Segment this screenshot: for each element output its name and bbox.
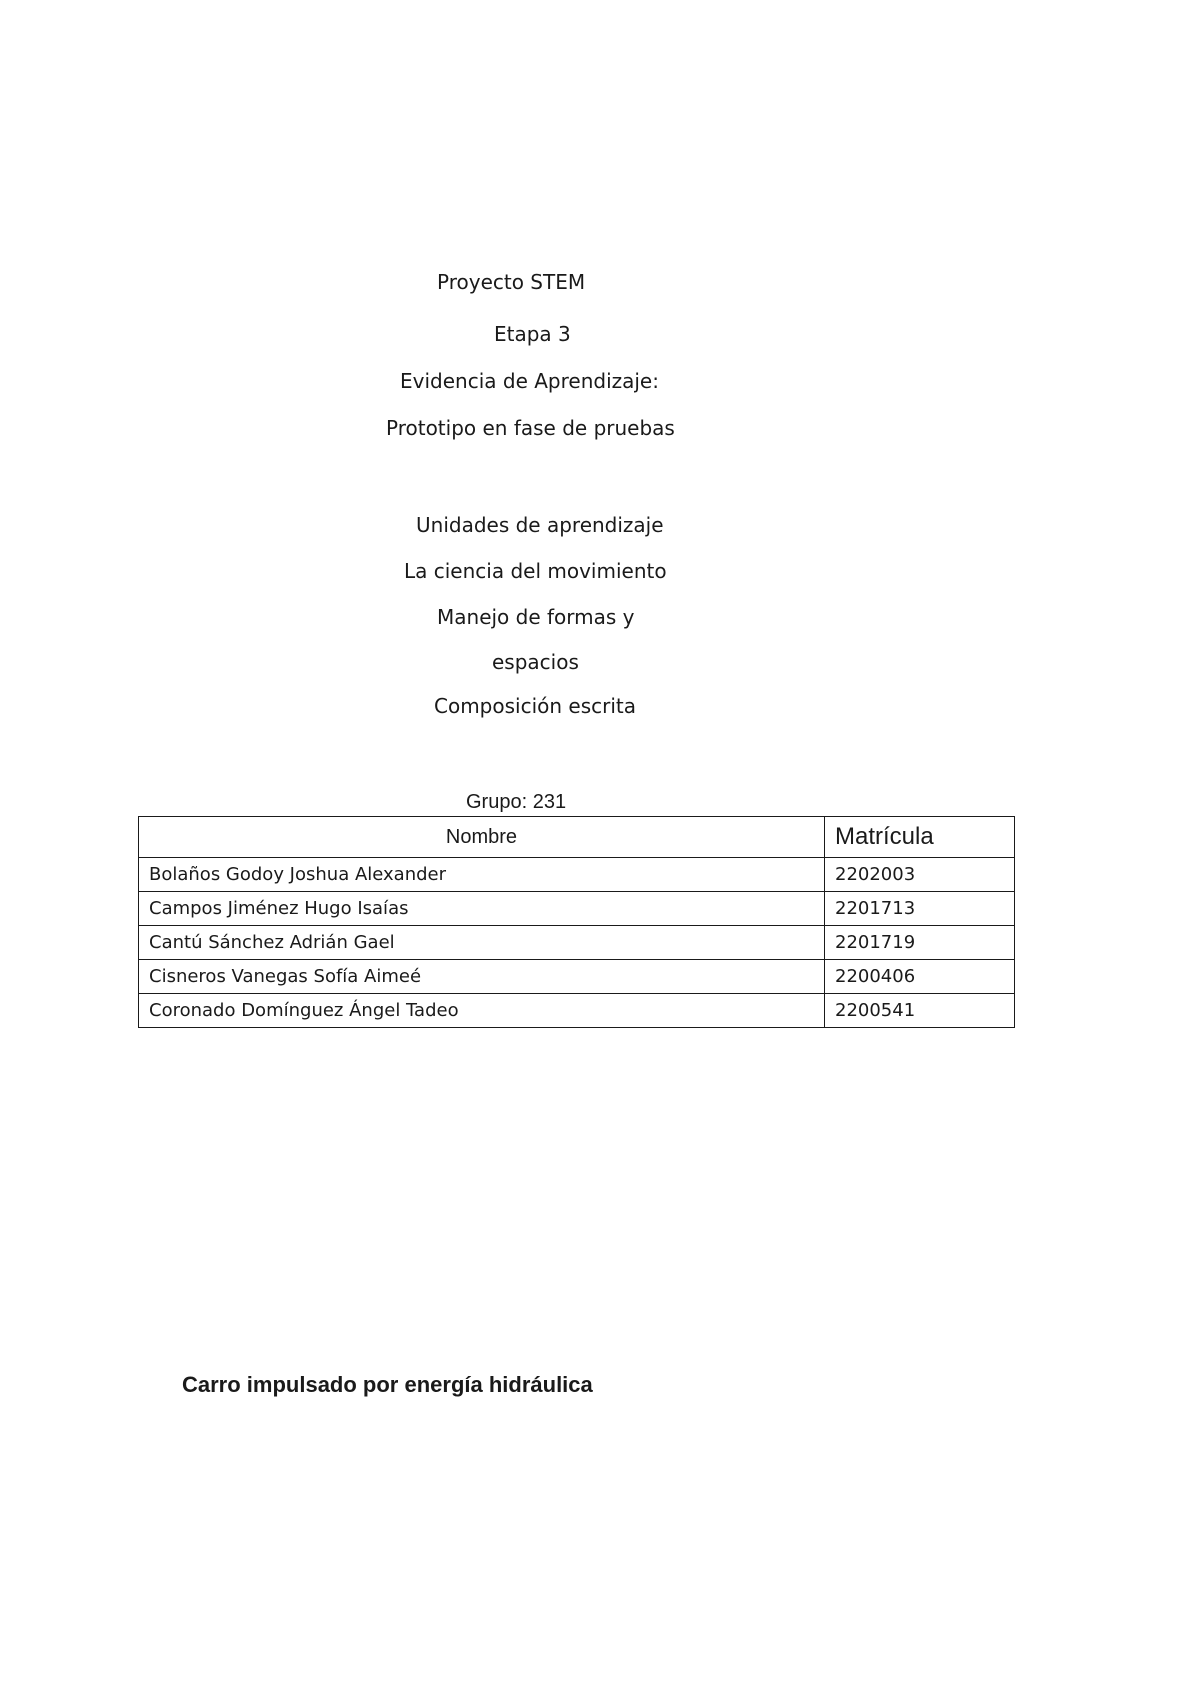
- member-name: Bolaños Godoy Joshua Alexander: [139, 858, 825, 892]
- evidence-label: Evidencia de Aprendizaje:: [400, 369, 659, 393]
- table-row: [139, 892, 1015, 926]
- group-label: Grupo: 231: [466, 791, 567, 813]
- id-column-header: Matrícula: [825, 817, 1015, 858]
- member-name: Cisneros Vanegas Sofía Aimeé: [139, 960, 825, 994]
- unit-item: Manejo de formas y: [437, 605, 635, 629]
- table-header-row: [139, 817, 1015, 858]
- member-id: 2201719: [825, 926, 1015, 960]
- unit-item: La ciencia del movimiento: [404, 559, 667, 583]
- document-title: Carro impulsado por energía hidráulica: [182, 1372, 593, 1397]
- units-heading: Unidades de aprendizaje: [416, 513, 664, 537]
- table-row: [139, 926, 1015, 960]
- table-row: [139, 858, 1015, 892]
- unit-item: Composición escrita: [434, 694, 637, 718]
- project-title: Proyecto STEM: [437, 270, 586, 294]
- table-row: [139, 994, 1015, 1028]
- member-name: Cantú Sánchez Adrián Gael: [139, 926, 825, 960]
- members-table: [138, 816, 1015, 1028]
- name-column-header: Nombre: [139, 817, 825, 858]
- member-id: 2200406: [825, 960, 1015, 994]
- stage-label: Etapa 3: [494, 322, 571, 346]
- member-id: 2200541: [825, 994, 1015, 1028]
- member-id: 2202003: [825, 858, 1015, 892]
- member-name: Campos Jiménez Hugo Isaías: [139, 892, 825, 926]
- member-id: 2201713: [825, 892, 1015, 926]
- unit-item: espacios: [492, 650, 579, 674]
- prototype-label: Prototipo en fase de pruebas: [386, 416, 675, 440]
- table-row: [139, 960, 1015, 994]
- member-name: Coronado Domínguez Ángel Tadeo: [139, 994, 825, 1028]
